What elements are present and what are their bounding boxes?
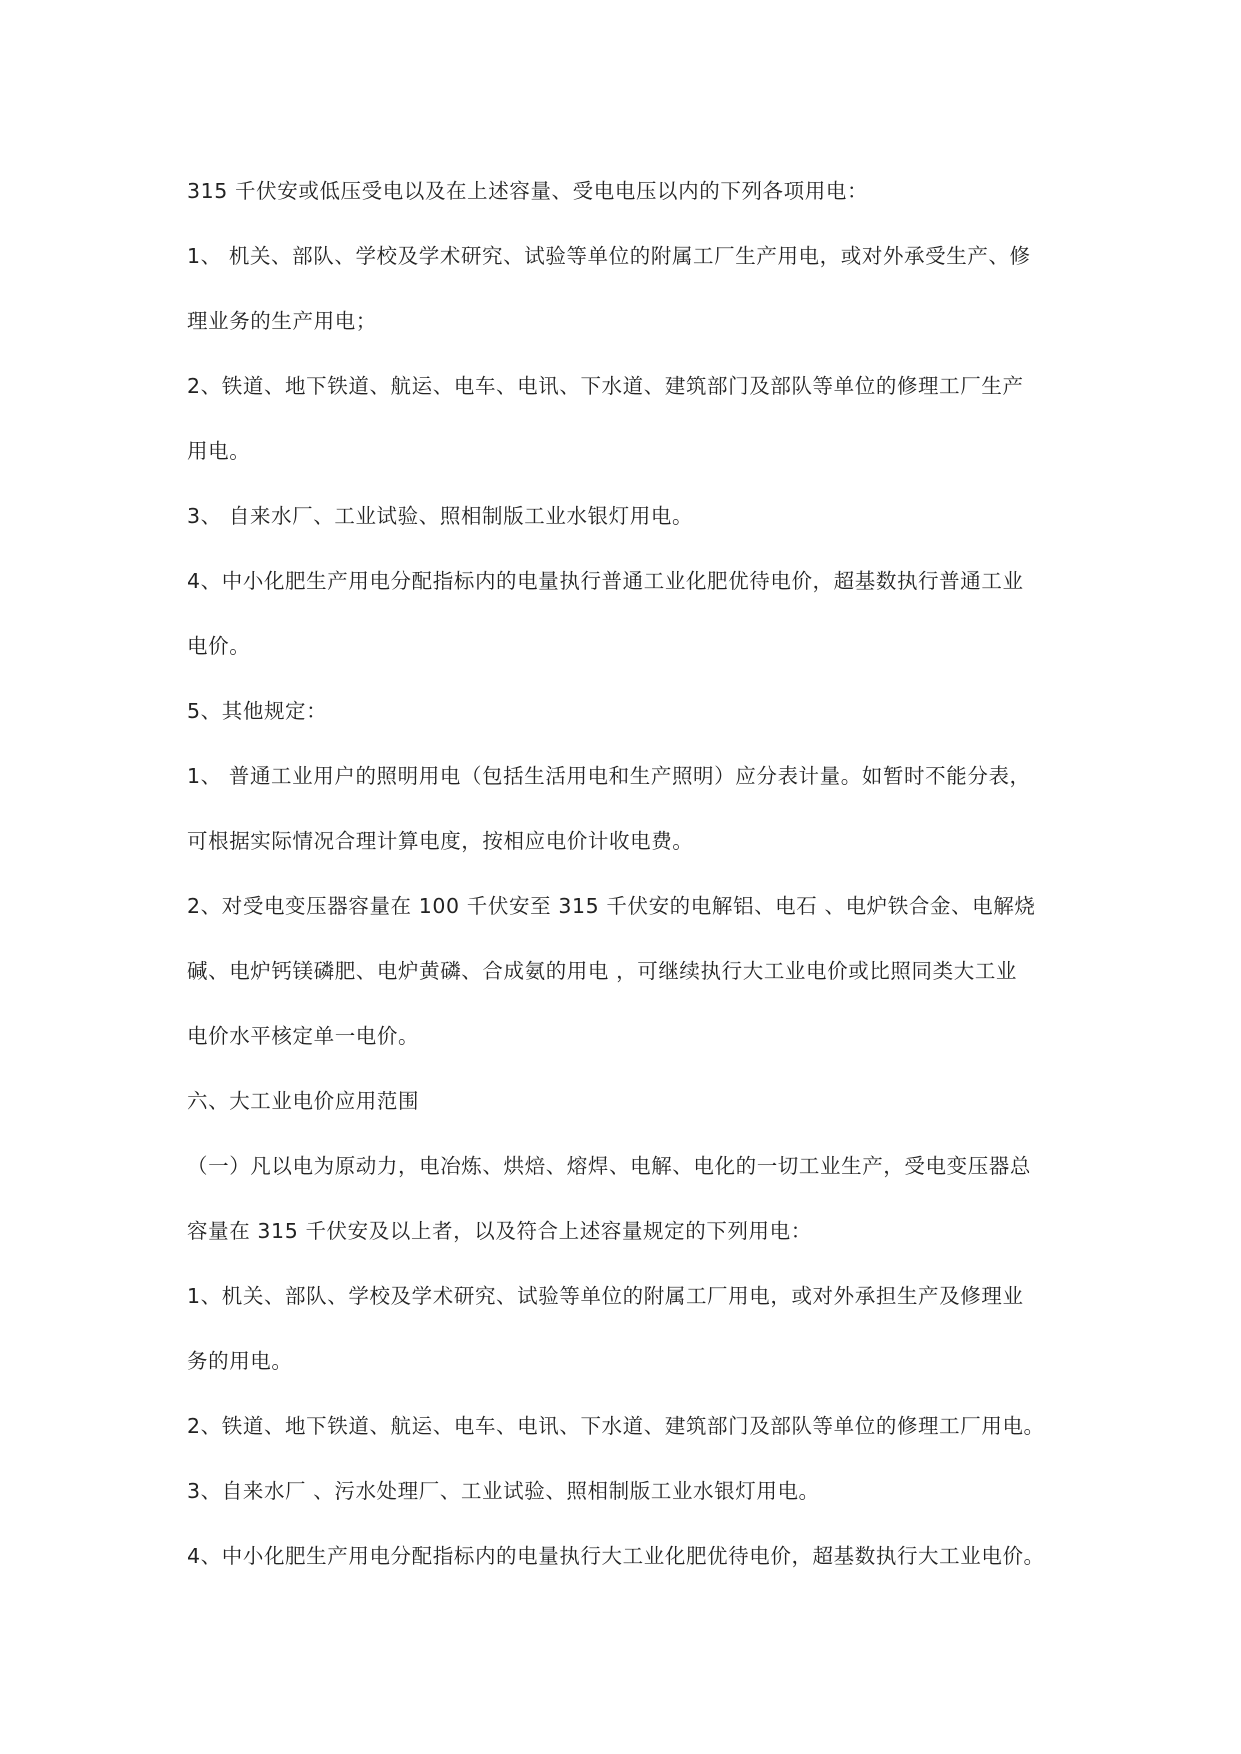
text-line: 5、其他规定： (187, 699, 328, 723)
text-line: 315 千伏安或低压受电以及在上述容量、受电电压以内的下列各项用电： (187, 179, 869, 203)
text-line: 2、铁道、地下铁道、航运、电车、电讯、下水道、建筑部门及部队等单位的修理工厂生产 (187, 374, 1024, 398)
text-line: 可根据实际情况合理计算电度，按相应电价计收电费。 (187, 829, 694, 853)
text-line: 1、 普通工业用户的照明用电（包括生活用电和生产照明）应分表计量。如暂时不能分表， (187, 764, 1031, 788)
text-line: 4、中小化肥生产用电分配指标内的电量执行普通工业化肥优待电价，超基数执行普通工业 (187, 569, 1024, 593)
text-line: 理业务的生产用电； (187, 309, 377, 333)
text-line: 碱、电炉钙镁磷肥、电炉黄磷、合成氨的用电 ，可继续执行大工业电价或比照同类大工业 (187, 959, 1018, 983)
text-line: 电价。 (187, 634, 251, 658)
text-line: 3、自来水厂 、污水处理厂、工业试验、照相制版工业水银灯用电。 (187, 1479, 820, 1503)
section-heading: 六、大工业电价应用范围 (187, 1089, 420, 1113)
text-line: 电价水平核定单一电价。 (187, 1024, 420, 1048)
text-line: 2、对受电变压器容量在 100 千伏安至 315 千伏安的电解铝、电石 、电炉铁合金、电解烧 (187, 894, 1036, 918)
text-line: 3、 自来水厂、工业试验、照相制版工业水银灯用电。 (187, 504, 694, 528)
text-line: 1、 机关、部队、学校及学术研究、试验等单位的附属工厂生产用电，或对外承受生产、修 (187, 244, 1031, 268)
text-line: （一）凡以电为原动力，电冶炼、烘焙、熔焊、电解、电化的一切工业生产，受电变压器总 (187, 1154, 1031, 1178)
text-line: 2、铁道、地下铁道、航运、电车、电讯、下水道、建筑部门及部队等单位的修理工厂用电。 (187, 1414, 1045, 1438)
text-line: 用电。 (187, 439, 251, 463)
text-line: 务的用电。 (187, 1349, 293, 1373)
text-line: 4、中小化肥生产用电分配指标内的电量执行大工业化肥优待电价，超基数执行大工业电价。 (187, 1544, 1045, 1568)
document-body (187, 159, 1067, 1589)
text-line: 1、机关、部队、学校及学术研究、试验等单位的附属工厂用电，或对外承担生产及修理业 (187, 1284, 1024, 1308)
text-line: 容量在 315 千伏安及以上者，以及符合上述容量规定的下列用电： (187, 1219, 812, 1243)
